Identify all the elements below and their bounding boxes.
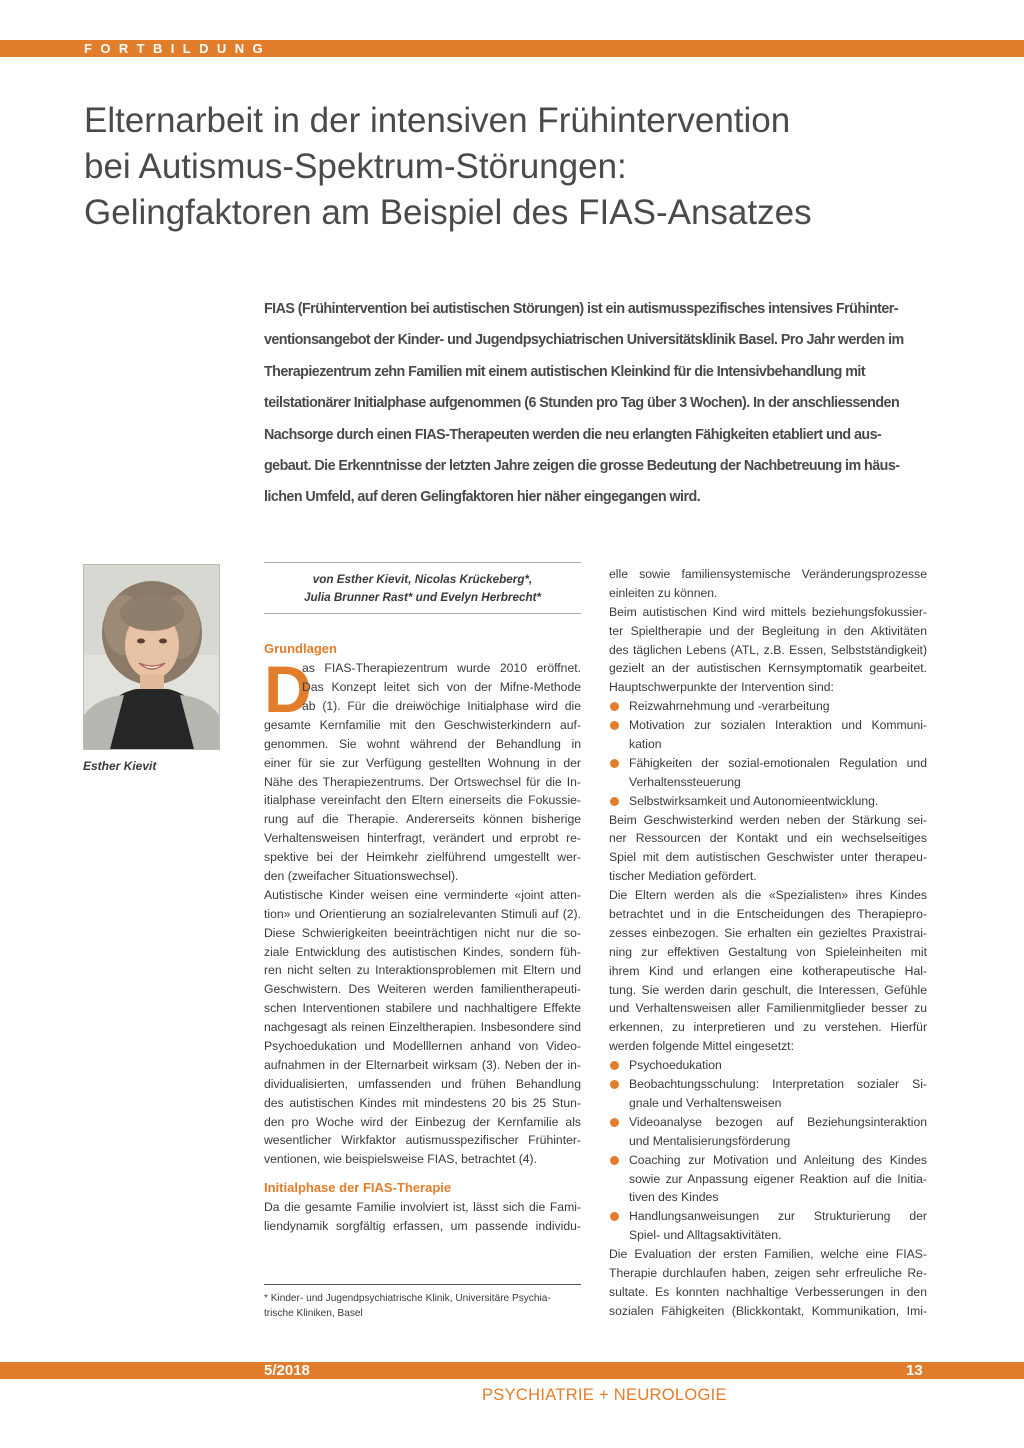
- paragraph: [264, 1198, 581, 1236]
- paragraph: [609, 886, 927, 1056]
- bullet-dot-icon: [610, 1118, 619, 1127]
- footer-bar: [0, 1362, 1024, 1379]
- body-line: werden folgende Mittel eingesetzt:: [609, 1039, 794, 1054]
- bullet-dot-icon: [610, 759, 619, 768]
- drop-cap-paragraph: [264, 659, 581, 716]
- list-item: [609, 1056, 927, 1075]
- footnote-line: * Kinder- und Jugendpsychiatrische Klinik, Universitäre Psychia-: [264, 1293, 551, 1304]
- section-heading-grundlagen: Grundlagen: [264, 641, 337, 656]
- body-line: Da die gesamte Familie involviert ist, lässt sich die Fami-: [264, 1200, 581, 1215]
- list-item-line: Psychoedukation: [629, 1058, 722, 1073]
- body-line: itialphase vereinfacht den Eltern einerseits die Fokussie-: [264, 793, 581, 808]
- bullet-dot-icon: [610, 797, 619, 806]
- journal-name: PSYCHIATRIE + NEUROLOGIE: [482, 1386, 727, 1404]
- body-line: einleiten zu können.: [609, 585, 718, 600]
- body-line: ner Ressourcen der Kontakt und ein wechselseitiges: [609, 831, 927, 846]
- photo-caption: Esther Kievit: [83, 759, 157, 773]
- drop-cap-letter: D: [264, 658, 312, 716]
- bullet-dot-icon: [610, 1212, 619, 1221]
- body-line: liendynamik sorgfältig erfassen, um passende individu-: [264, 1219, 581, 1234]
- list-item-line: sowie zur Anpassung eigener Reaktion auf die Initia-: [629, 1171, 927, 1186]
- body-line: Geschwistern. Des Weiteren werden familientherapeuti-: [264, 982, 581, 997]
- list-item-line: kation: [629, 737, 662, 752]
- body-line: ihrem Kind und erlangen eine kotherapeutische Hal-: [609, 963, 927, 978]
- list-item: [609, 1075, 927, 1113]
- body-line: ter Spieltherapie und der Begleitung in den Aktivitäten: [609, 623, 927, 638]
- bullet-list: [609, 1056, 927, 1245]
- title-line: Elternarbeit in der intensiven Frühintervention: [84, 101, 791, 140]
- body-line: sozialen Fähigkeiten (Blickkontakt, Kommunikation, Imi-: [609, 1303, 927, 1318]
- body-line: erkennen, zu interpretieren und zu verstehen. Hierfür: [609, 1020, 927, 1035]
- body-line: genommen. Sie wohnt während der Behandlung in: [264, 736, 581, 751]
- body-line: den pro Woche wird der Einbezug der Kernfamilie als: [264, 1114, 581, 1129]
- body-line: Verhaltensweisen hinterfragt, verändert und erprobt re-: [264, 831, 581, 846]
- list-item-line: und Mentalisierungsförderung: [629, 1133, 791, 1148]
- body-line: Beim autistischen Kind wird mittels beziehungsfokussier-: [609, 604, 927, 619]
- author-byline: [264, 562, 581, 614]
- body-line: des täglichen Lebens (ATL, z.B. Essen, Selbstständigkeit): [609, 642, 927, 657]
- body-line: und Verhaltensweisen aller Familienmitglieder besser zu: [609, 1001, 927, 1016]
- lead-line: FIAS (Frühintervention bei autistischen Störungen) ist ein autismusspezifisches intensives Frühinter-: [264, 301, 898, 317]
- section-label: FORTBILDUNG: [84, 41, 271, 56]
- paragraph: [609, 603, 927, 697]
- body-line: Psychoedukation und Modelllernen anhand von Video-: [264, 1039, 581, 1054]
- list-item-line: Coaching zur Motivation und Anleitung des Kindes: [629, 1152, 927, 1167]
- body-line: Die Evaluation der ersten Familien, welche eine FIAS-: [609, 1247, 927, 1262]
- body-line: gezielt an der autistischen Kernsymptomatik gearbeitet.: [609, 661, 927, 676]
- body-line: ren nicht selten zu Interaktionsproblemen mit Eltern und: [264, 963, 581, 978]
- body-line: zesses einbezogen. Sie erhalten ein gezieltes Praxistrai-: [609, 925, 927, 940]
- footnote-line: trische Kliniken, Basel: [264, 1308, 363, 1319]
- body-line: dividualisierten, umfassenden und frühen Behandlung: [264, 1076, 581, 1091]
- text-column-left: [264, 640, 581, 1236]
- body-line: betrachtet und in die Entscheidungen des Therapiepro-: [609, 907, 927, 922]
- list-item: [609, 716, 927, 754]
- issue-number: 5/2018: [264, 1362, 310, 1379]
- list-item-line: Videoanalyse bezogen auf Beziehungsinteraktion: [629, 1114, 927, 1129]
- list-item-line: Spiel- und Alltagsaktivitäten.: [629, 1228, 782, 1243]
- body-line: Diese Schwierigkeiten beeinträchtigen nicht nur die so-: [264, 925, 581, 940]
- list-item-line: Reizwahrnehmung und -verarbeitung: [629, 699, 830, 714]
- paragraph: [264, 886, 581, 1169]
- footnote: [264, 1284, 581, 1321]
- lead-line: teilstationärer Initialphase aufgenommen (6 Stunden pro Tag über 3 Wochen). In der anschliessenden: [264, 395, 900, 412]
- body-line: spektive bei der Heimkehr zielführend umgestellt wer-: [264, 850, 581, 865]
- body-line: Therapie durchlaufen haben, zeigen sehr erfreuliche Re-: [609, 1265, 927, 1280]
- list-item: [609, 1113, 927, 1151]
- lead-line: Therapiezentrum zehn Familien mit einem autistischen Kleinkind für die Intensivbehandlung mit: [264, 363, 866, 380]
- body-line: Die Eltern werden als die «Spezialisten» ihres Kindes: [609, 888, 927, 903]
- page-number: 13: [906, 1362, 923, 1379]
- body-line: Spiel mit dem autistischen Geschwister unter therapeu-: [609, 850, 927, 865]
- paragraph: [609, 1245, 927, 1321]
- body-line: ning zur effektiven Gestaltung von Spieleinheiten mit: [609, 944, 927, 959]
- body-line: des autistischen Kindes mit mindestens 20 bis 25 Stun-: [264, 1095, 581, 1110]
- body-line: sultate. Es konnten nachhaltige Verbesserungen in den: [609, 1284, 927, 1299]
- list-item-line: Beobachtungsschulung: Interpretation sozialer Si-: [629, 1077, 927, 1092]
- list-item-line: Motivation zur sozialen Interaktion und Kommuni-: [629, 718, 927, 733]
- paragraph: [609, 565, 927, 603]
- paragraph: [609, 811, 927, 887]
- article-lead: [264, 294, 934, 514]
- body-line: Nähe des Therapiezentrums. Der Ortswechsel für die In-: [264, 774, 581, 789]
- title-line: Gelingfaktoren am Beispiel des FIAS-Ansatzes: [84, 193, 812, 232]
- portrait-image: [84, 565, 219, 749]
- list-item: [609, 1207, 927, 1245]
- body-line: Hauptschwerpunkte der Intervention sind:: [609, 680, 834, 695]
- author-photo: [83, 564, 220, 750]
- list-item-line: tiven des Kindes: [629, 1190, 719, 1205]
- paragraph: [264, 716, 581, 886]
- list-item-line: Verhaltenssteuerung: [629, 774, 741, 789]
- body-line: elle sowie familiensystemische Veränderungsprozesse: [609, 567, 927, 581]
- list-item-line: gnale und Verhaltensweisen: [629, 1095, 782, 1110]
- bullet-dot-icon: [610, 721, 619, 730]
- body-line: nachgesagt als reinen Einzeltherapien. Insbesondere sind: [264, 1020, 581, 1035]
- list-item: [609, 754, 927, 792]
- lead-line: gebaut. Die Erkenntnisse der letzten Jahre zeigen die grosse Bedeutung der Nachbetreuung im häus-: [264, 458, 900, 475]
- body-line: gesamte Kernfamilie mit den Geschwisterkindern auf-: [264, 717, 581, 732]
- body-line: ventionen, wie beispielsweise FIAS, betrachtet (4).: [264, 1152, 537, 1167]
- list-item-line: Selbstwirksamkeit und Autonomieentwicklung.: [629, 793, 879, 808]
- body-line: ab (1). Für die dreiwöchige Initialphase wird die: [302, 698, 581, 713]
- body-line: ziale Entwicklung des autistischen Kindes, sondern füh-: [264, 944, 581, 959]
- body-line: wesentlicher Wirkfaktor autismusspezifischer Frühinter-: [264, 1133, 581, 1148]
- title-line: bei Autismus-Spektrum-Störungen:: [84, 147, 627, 186]
- bullet-dot-icon: [610, 1061, 619, 1070]
- bullet-dot-icon: [610, 1156, 619, 1165]
- section-heading-initialphase: Initialphase der FIAS-Therapie: [264, 1180, 452, 1196]
- byline-line: von Esther Kievit, Nicolas Krückeberg*,: [312, 573, 533, 586]
- body-line: einer für sie zur Verfügung gestellten Wohnung in der: [264, 755, 581, 770]
- list-item-line: Handlungsanweisungen zur Strukturierung der: [629, 1209, 927, 1224]
- body-line: schen Interventionen stabilere und nachhaltigere Effekte: [264, 1001, 581, 1016]
- list-item: [609, 792, 927, 811]
- list-item: [609, 697, 927, 716]
- body-line: Das Konzept leitet sich von der Mifne-Methode: [302, 679, 581, 694]
- body-line: Autistische Kinder weisen eine verminderte «joint atten-: [264, 887, 581, 902]
- article-title: [84, 98, 984, 236]
- bullet-dot-icon: [610, 1080, 619, 1089]
- list-item: [609, 1151, 927, 1208]
- body-line: as FIAS-Therapiezentrum wurde 2010 eröffnet.: [302, 660, 581, 675]
- lead-line: ventionsangebot der Kinder- und Jugendpsychiatrischen Universitätsklinik Basel. Pro Jahr werden im: [264, 332, 904, 349]
- list-item-line: Fähigkeiten der sozial-emotionalen Regulation und: [629, 755, 927, 770]
- body-line: aufnahmen in der Elternarbeit wirksam (3). Neben der in-: [264, 1057, 581, 1072]
- lead-line: lichen Umfeld, auf deren Gelingfaktoren hier näher eingegangen wird.: [264, 489, 701, 506]
- text-column-right: [609, 565, 927, 1321]
- body-line: Beim Geschwisterkind werden neben der Stärkung sei-: [609, 812, 927, 827]
- section-header-bar: [0, 40, 1024, 57]
- body-line: rung auf die Therapie. Andererseits können bisherige: [264, 812, 581, 827]
- body-line: tion» und Orientierung an sozialrelevanten Stimuli auf (2).: [264, 906, 581, 921]
- body-line: tung. Sie werden darin geschult, die Interessen, Gefühle: [609, 982, 927, 997]
- bullet-dot-icon: [610, 702, 619, 711]
- body-line: tischer Mediation gefördert.: [609, 869, 757, 884]
- lead-line: Nachsorge durch einen FIAS-Therapeuten werden die neu erlangten Fähigkeiten etabliert und aus-: [264, 426, 882, 443]
- body-line: den (zweifacher Situationswechsel).: [264, 869, 459, 884]
- byline-line: Julia Brunner Rast* und Evelyn Herbrecht*: [303, 591, 542, 604]
- bullet-list: [609, 697, 927, 810]
